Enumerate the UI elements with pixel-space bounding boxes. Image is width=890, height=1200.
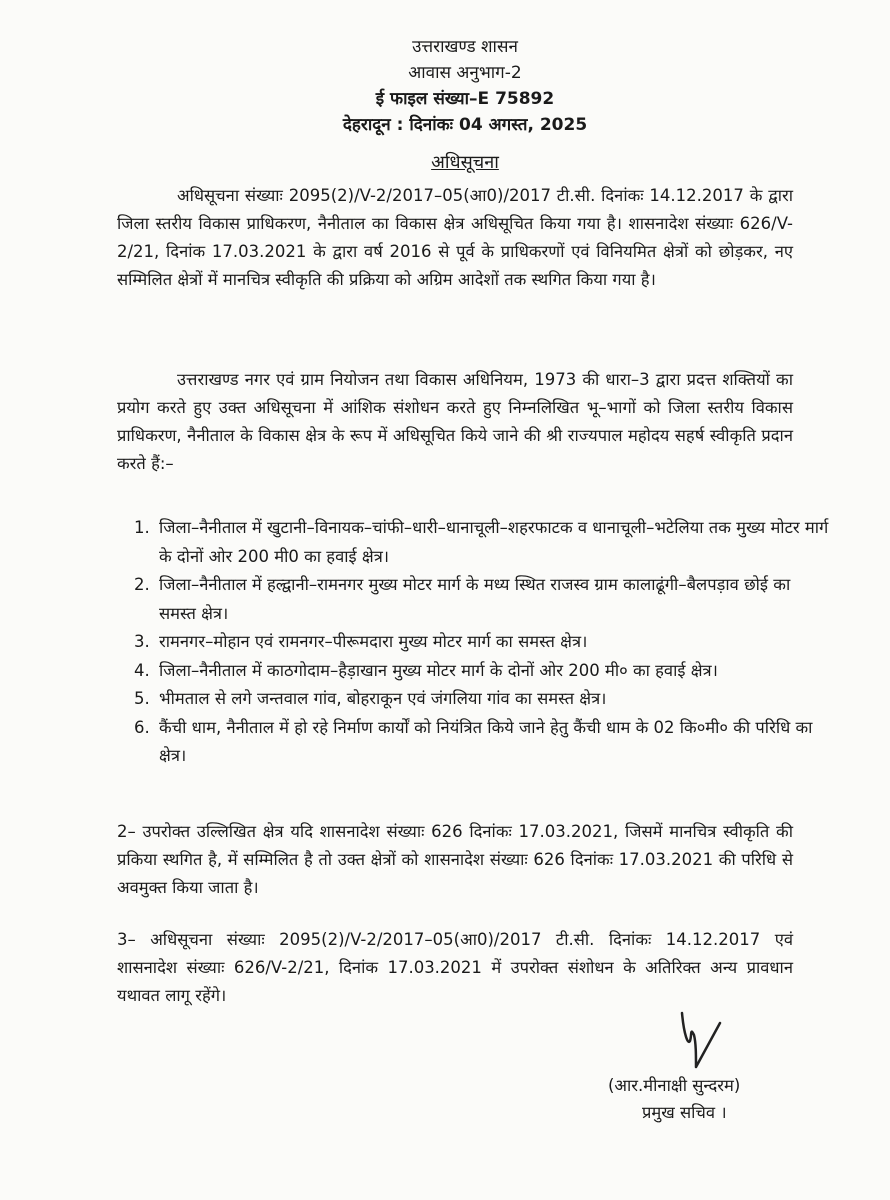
clause-3: 3– अधिसूचना संख्याः 2095(2)/V-2/2017–05(आ0)/2017 टी.सी. दिनांकः 14.12.2017 एवं शासनादेश संख्याः 626/V-2/21, दिनांक 17.03.2021 में उपरोक्त संशोधन के अतिरिक्त अन्य प्रावधान यथावत लागू रहेंगे।: [117, 930, 793, 1005]
clause-2: 2– उपरोक्त उल्लिखित क्षेत्र यदि शासनादेश संख्याः 626 दिनांकः 17.03.2021, जिसमें मानचित्र स्वीकृति की प्रकिया स्थगित है, में सम्मिलित है तो उक्त क्षेत्रों को शासनादेश संख्याः 626 दिनांकः 17.03.2021 की परिधि से अवमुक्त किया जाता है।: [117, 822, 793, 897]
place-date: देहरादून : दिनांकः 04 अगस्त, 2025: [342, 115, 588, 135]
signatory-designation: प्रमुख सचिव ।: [642, 1103, 727, 1122]
list-item: 4. जिला–नैनीताल में काठगोदाम–हैड़ाखान मुख्य मोटर मार्ग के दोनों ओर 200 मी० का हवाई क्षेत्र।: [155, 657, 831, 686]
signatory-name: (आर.मीनाक्षी सुन्दरम): [608, 1076, 741, 1095]
area-list: [117, 514, 831, 771]
file-number: ई फाइल संख्या–E 75892: [375, 89, 555, 109]
paragraph-1: अधिसूचना संख्याः 2095(2)/V-2/2017–05(आ0)/2017 टी.सी. दिनांकः 14.12.2017 के द्वारा जिला स्तरीय विकास प्राधिकरण, नैनीताल का विकास क्षेत्र अधिसूचित किया गया है। शासनादेश संख्याः 626/V-2/21, दिनांक 17.03.2021 के द्वारा वर्ष 2016 से पूर्व के प्राधिकरणों एवं विनियमित क्षेत्रों को छोड़कर, नए सम्मिलित क्षेत्रों में मानचित्र स्वीकृति की प्रक्रिया को अग्रिम आदेशों तक स्थगित किया गया है।: [117, 186, 793, 289]
list-item: 5. भीमताल से लगे जन्तवाल गांव, बोहराकून एवं जंगलिया गांव का समस्त क्षेत्र।: [155, 685, 831, 714]
list-item: 6. कैंची धाम, नैनीताल में हो रहे निर्माण कार्यों को नियंत्रित किये जाने हेतु कैंची धाम के 02 कि०मी० की परिधि का क्षेत्र।: [155, 714, 831, 771]
list-item: 2. जिला–नैनीताल में हल्द्वानी–रामनगर मुख्य मोटर मार्ग के मध्य स्थित राजस्व ग्राम कालाढूंगी–बैलपड़ाव छोई का समस्त क्षेत्र।: [155, 571, 831, 628]
section-name: आवास अनुभाग-2: [408, 63, 522, 83]
title-text: अधिसूचना: [431, 152, 499, 173]
list-item: 1. जिला–नैनीताल में खुटानी–विनायक–चांफी–धारी–धानाचूली–शहरफाटक व धानाचूली–भटेलिया तक मुख्य मोटर मार्ग के दोनों ओर 200 मी0 का हवाई क्षेत्र।: [155, 514, 831, 571]
document-title: [0, 150, 890, 174]
government-name: उत्तराखण्ड शासन: [412, 37, 518, 57]
list-item: 3. रामनगर–मोहान एवं रामनगर–पीरूमदारा मुख्य मोटर मार्ग का समस्त क्षेत्र।: [155, 628, 831, 657]
paragraph-2: उत्तराखण्ड नगर एवं ग्राम नियोजन तथा विकास अधिनियम, 1973 की धारा–3 द्वारा प्रदत्त शक्तियों का प्रयोग करते हुए उक्त अधिसूचना में आंशिक संशोधन करते हुए निम्नलिखित भू–भागों को जिला स्तरीय विकास प्राधिकरण, नैनीताल के विकास क्षेत्र के रूप में अधिसूचित किये जाने की श्री राज्यपाल महोदय सहर्ष स्वीकृति प्रदान करते हैं:–: [117, 370, 793, 473]
